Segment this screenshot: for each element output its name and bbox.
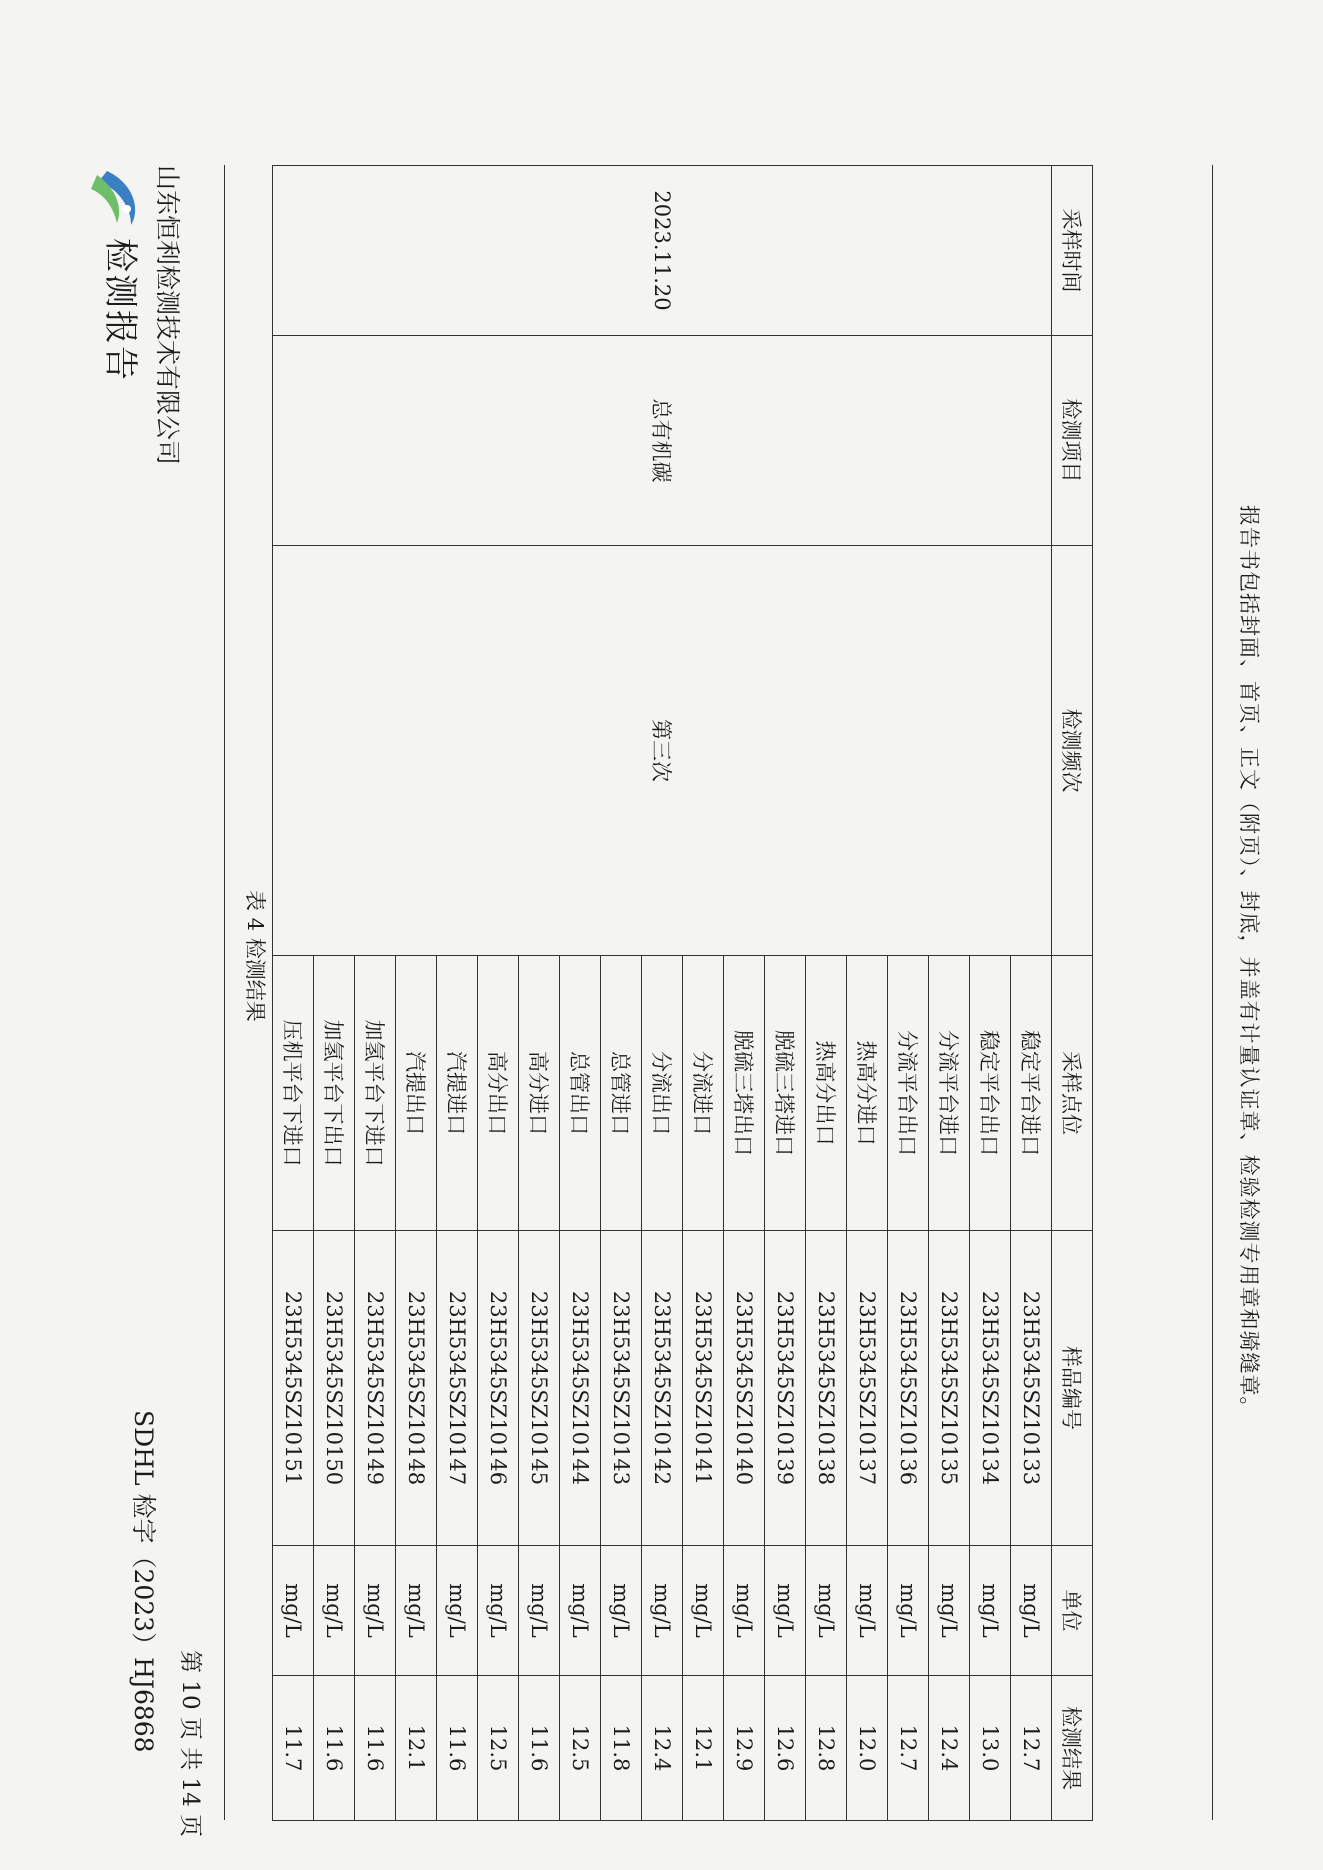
cell-sample-id: 23H5345SZ10140 [724, 1231, 765, 1546]
cell-result: 11.8 [601, 1676, 642, 1821]
footer-note: 报告书包括封面、首页、正文（附页）、封底，并盖有计量认证章、检验检测专用章和骑缝章。 [1237, 505, 1261, 1419]
cell-sampling-point: 稳定平台进口 [1011, 956, 1052, 1231]
cell-sample-id: 23H5345SZ10137 [847, 1231, 888, 1546]
cell-unit: mg/L [478, 1546, 519, 1676]
page-info: 第 10 页 共 14 页 [177, 1650, 203, 1838]
cell-unit: mg/L [888, 1546, 929, 1676]
cell-frequency: 第三次 [273, 546, 1052, 956]
table-row [1011, 166, 1052, 1821]
cell-sample-id: 23H5345SZ10135 [929, 1231, 970, 1546]
header-result: 检测结果 [1052, 1676, 1093, 1821]
cell-result: 11.6 [314, 1676, 355, 1821]
cell-result: 11.6 [519, 1676, 560, 1821]
cell-unit: mg/L [724, 1546, 765, 1676]
cell-sampling-time: 2023.11.20 [273, 166, 1052, 336]
cell-sample-id: 23H5345SZ10141 [683, 1231, 724, 1546]
cell-result: 11.7 [273, 1676, 314, 1821]
cell-unit: mg/L [929, 1546, 970, 1676]
cell-sampling-point: 加氢平台下进口 [355, 956, 396, 1231]
table-caption: 表 4 检测结果 [243, 890, 267, 1022]
cell-result: 12.4 [642, 1676, 683, 1821]
cell-unit: mg/L [642, 1546, 683, 1676]
cell-sampling-point: 分流平台出口 [888, 956, 929, 1231]
cell-sample-id: 23H5345SZ10144 [560, 1231, 601, 1546]
cell-unit: mg/L [437, 1546, 478, 1676]
cell-result: 12.1 [396, 1676, 437, 1821]
header-sample-id: 样品编号 [1052, 1231, 1093, 1546]
document-number: SDHL 检字（2023）HJ6868 [129, 1410, 158, 1753]
cell-sample-id: 23H5345SZ10145 [519, 1231, 560, 1546]
cell-unit: mg/L [683, 1546, 724, 1676]
cell-unit: mg/L [806, 1546, 847, 1676]
header-divider [224, 165, 225, 1820]
cell-sample-id: 23H5345SZ10149 [355, 1231, 396, 1546]
header-test-item: 检测项目 [1052, 336, 1093, 546]
footer-divider [1212, 165, 1213, 1820]
cell-sample-id: 23H5345SZ10147 [437, 1231, 478, 1546]
header-sampling-time: 采样时间 [1052, 166, 1093, 336]
cell-unit: mg/L [273, 1546, 314, 1676]
cell-result: 11.6 [437, 1676, 478, 1821]
cell-sampling-point: 汽提进口 [437, 956, 478, 1231]
cell-result: 12.1 [683, 1676, 724, 1821]
cell-sample-id: 23H5345SZ10151 [273, 1231, 314, 1546]
cell-result: 12.7 [888, 1676, 929, 1821]
cell-test-item: 总有机碳 [273, 336, 1052, 546]
cell-unit: mg/L [519, 1546, 560, 1676]
cell-result: 12.6 [765, 1676, 806, 1821]
cell-result: 13.0 [970, 1676, 1011, 1821]
cell-sampling-point: 分流出口 [642, 956, 683, 1231]
cell-sampling-point: 脱硫三塔出口 [724, 956, 765, 1231]
cell-unit: mg/L [314, 1546, 355, 1676]
cell-sampling-point: 总管出口 [560, 956, 601, 1231]
cell-result: 12.0 [847, 1676, 888, 1821]
cell-unit: mg/L [396, 1546, 437, 1676]
cell-sampling-point: 热高分出口 [806, 956, 847, 1231]
results-table [272, 165, 1093, 1821]
cell-sampling-point: 汽提出口 [396, 956, 437, 1231]
cell-sampling-point: 分流进口 [683, 956, 724, 1231]
cell-unit: mg/L [355, 1546, 396, 1676]
report-title: 检测报告 [100, 238, 140, 382]
company-logo-icon [87, 165, 151, 229]
cell-sample-id: 23H5345SZ10142 [642, 1231, 683, 1546]
cell-sampling-point: 热高分进口 [847, 956, 888, 1231]
cell-unit: mg/L [765, 1546, 806, 1676]
cell-sampling-point: 脱硫三塔进口 [765, 956, 806, 1231]
cell-result: 12.5 [560, 1676, 601, 1821]
company-name: 山东恒利检测技术有限公司 [153, 165, 182, 466]
cell-sample-id: 23H5345SZ10136 [888, 1231, 929, 1546]
cell-sampling-point: 加氢平台下出口 [314, 956, 355, 1231]
cell-result: 12.7 [1011, 1676, 1052, 1821]
cell-result: 12.9 [724, 1676, 765, 1821]
table-header-row [1052, 166, 1093, 1821]
header-sampling-point: 采样点位 [1052, 956, 1093, 1231]
cell-sample-id: 23H5345SZ10139 [765, 1231, 806, 1546]
cell-sampling-point: 稳定平台出口 [970, 956, 1011, 1231]
cell-sample-id: 23H5345SZ10134 [970, 1231, 1011, 1546]
cell-result: 11.6 [355, 1676, 396, 1821]
cell-unit: mg/L [847, 1546, 888, 1676]
cell-unit: mg/L [970, 1546, 1011, 1676]
cell-sampling-point: 高分出口 [478, 956, 519, 1231]
cell-unit: mg/L [560, 1546, 601, 1676]
cell-sample-id: 23H5345SZ10146 [478, 1231, 519, 1546]
cell-sample-id: 23H5345SZ10138 [806, 1231, 847, 1546]
cell-unit: mg/L [1011, 1546, 1052, 1676]
cell-result: 12.5 [478, 1676, 519, 1821]
cell-sample-id: 23H5345SZ10143 [601, 1231, 642, 1546]
cell-sampling-point: 压机平台下进口 [273, 956, 314, 1231]
cell-result: 12.8 [806, 1676, 847, 1821]
cell-sampling-point: 总管进口 [601, 956, 642, 1231]
header-frequency: 检测频次 [1052, 546, 1093, 956]
cell-sample-id: 23H5345SZ10148 [396, 1231, 437, 1546]
cell-sampling-point: 高分进口 [519, 956, 560, 1231]
header-unit: 单位 [1052, 1546, 1093, 1676]
cell-sample-id: 23H5345SZ10133 [1011, 1231, 1052, 1546]
cell-unit: mg/L [601, 1546, 642, 1676]
table-body [273, 166, 1052, 1821]
cell-sample-id: 23H5345SZ10150 [314, 1231, 355, 1546]
cell-sampling-point: 分流平台进口 [929, 956, 970, 1231]
cell-result: 12.4 [929, 1676, 970, 1821]
